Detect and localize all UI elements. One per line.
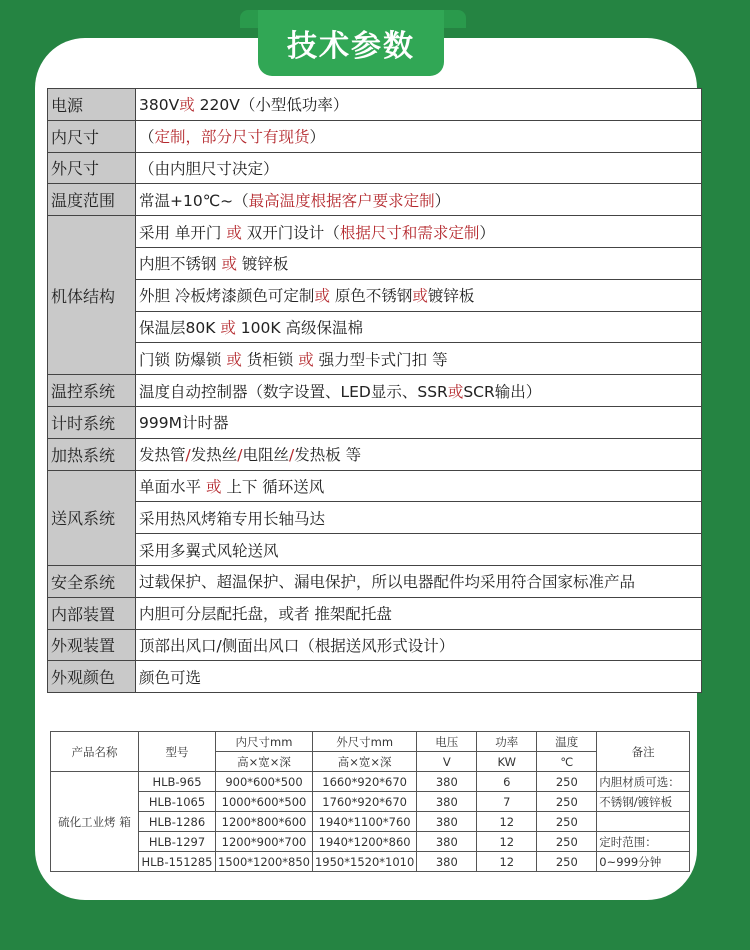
cell-outer: 1660*920*670 bbox=[312, 772, 416, 792]
spec-text: 内胆可分层配托盘，或者 推架配托盘 bbox=[139, 605, 392, 624]
spec-text: ） bbox=[479, 223, 495, 242]
spec-text: 原色不锈钢 bbox=[329, 287, 413, 306]
spec-text: 发热管 bbox=[139, 446, 186, 465]
cell-model: HLB-151285 bbox=[139, 852, 216, 872]
cell-temp: 250 bbox=[537, 852, 597, 872]
highlight-text: 或 bbox=[412, 287, 428, 306]
spec-text: 颜色可选 bbox=[139, 668, 202, 687]
cell-power: 12 bbox=[477, 852, 537, 872]
highlight-text: 或 bbox=[226, 350, 242, 369]
spec-label: 电源 bbox=[48, 89, 136, 121]
highlight-text: 或 bbox=[221, 255, 237, 274]
cell-voltage: 380 bbox=[417, 832, 477, 852]
cell-temp: 250 bbox=[537, 812, 597, 832]
cell-inner: 1500*1200*850 bbox=[216, 852, 313, 872]
cell-model: HLB-1286 bbox=[139, 812, 216, 832]
highlight-text: 或 bbox=[447, 382, 464, 401]
header-temp: 温度 bbox=[537, 732, 597, 752]
page-title: 技术参数 bbox=[287, 29, 415, 64]
spec-text: 单面水平 bbox=[139, 477, 206, 496]
header-power: 功率 bbox=[477, 732, 537, 752]
spec-value bbox=[136, 661, 702, 693]
cell-power: 7 bbox=[477, 792, 537, 812]
highlight-text: 或 bbox=[314, 287, 330, 306]
header-power-unit: KW bbox=[477, 752, 537, 772]
cell-model: HLB-1065 bbox=[139, 792, 216, 812]
spec-row bbox=[48, 216, 702, 248]
spec-value bbox=[136, 565, 702, 597]
spec-label: 外观颜色 bbox=[48, 661, 136, 693]
spec-value bbox=[136, 502, 702, 534]
spec-row bbox=[48, 502, 702, 534]
cell-note: 0~999分钟 bbox=[597, 852, 690, 872]
header-model: 型号 bbox=[139, 732, 216, 772]
spec-label: 计时系统 bbox=[48, 406, 136, 438]
cell-power: 6 bbox=[477, 772, 537, 792]
cell-note bbox=[597, 812, 690, 832]
spec-text: 100K 高级保温棉 bbox=[235, 318, 363, 337]
spec-row bbox=[48, 279, 702, 311]
spec-text: （由内胆尺寸决定） bbox=[139, 159, 279, 178]
spec-text: （ bbox=[139, 128, 155, 147]
cell-inner: 1200*900*700 bbox=[216, 832, 313, 852]
spec-row bbox=[48, 438, 702, 470]
header-inner-dims: 高×宽×深 bbox=[216, 752, 313, 772]
cell-outer: 1940*1100*760 bbox=[312, 812, 416, 832]
cell-voltage: 380 bbox=[417, 792, 477, 812]
cell-outer: 1940*1200*860 bbox=[312, 832, 416, 852]
table-row bbox=[51, 852, 690, 872]
highlight-text: 定制，部分尺寸有现货 bbox=[154, 128, 310, 147]
spec-label: 安全系统 bbox=[48, 565, 136, 597]
spec-text: 上下 循环送风 bbox=[221, 477, 325, 496]
spec-row bbox=[48, 375, 702, 407]
spec-row bbox=[48, 406, 702, 438]
cell-inner: 1200*800*600 bbox=[216, 812, 313, 832]
cell-note: 不锈钢/镀锌板 bbox=[597, 792, 690, 812]
spec-value bbox=[136, 406, 702, 438]
highlight-text: / bbox=[185, 446, 191, 465]
spec-label: 内尺寸 bbox=[48, 120, 136, 152]
spec-row bbox=[48, 184, 702, 216]
spec-row bbox=[48, 597, 702, 629]
spec-text: 镀锌板 bbox=[427, 287, 475, 306]
spec-row bbox=[48, 120, 702, 152]
spec-text: 常温+10℃~（ bbox=[139, 191, 249, 210]
spec-text: 380V bbox=[139, 96, 180, 115]
header-inner-size: 内尺寸mm bbox=[216, 732, 313, 752]
table-row bbox=[51, 832, 690, 852]
table-row bbox=[51, 812, 690, 832]
spec-table bbox=[47, 88, 702, 693]
cell-model: HLB-965 bbox=[139, 772, 216, 792]
spec-row bbox=[48, 565, 702, 597]
spec-value bbox=[136, 247, 702, 279]
spec-text: 内胆不锈钢 bbox=[139, 255, 222, 274]
highlight-text: 最高温度根据客户要求定制 bbox=[248, 191, 435, 210]
spec-text: 顶部出风口/侧面出风口（根据送风形式设计） bbox=[139, 636, 455, 655]
highlight-text: / bbox=[289, 446, 295, 465]
spec-value bbox=[136, 279, 702, 311]
spec-text: 门锁 防爆锁 bbox=[139, 350, 227, 369]
spec-text: 采用热风烤箱专用长轴马达 bbox=[139, 509, 326, 528]
highlight-text: 或 bbox=[298, 350, 314, 369]
spec-value bbox=[136, 534, 702, 566]
spec-label: 送风系统 bbox=[48, 470, 136, 565]
product-table-header-row bbox=[51, 732, 690, 752]
spec-value bbox=[136, 89, 702, 121]
table-row bbox=[51, 792, 690, 812]
highlight-text: 或 bbox=[179, 96, 195, 115]
cell-voltage: 380 bbox=[417, 852, 477, 872]
spec-value bbox=[136, 216, 702, 248]
spec-value bbox=[136, 597, 702, 629]
header-notes: 备注 bbox=[597, 732, 690, 772]
spec-text: ） bbox=[434, 191, 451, 210]
cell-model: HLB-1297 bbox=[139, 832, 216, 852]
spec-row bbox=[48, 311, 702, 343]
spec-label: 内部装置 bbox=[48, 597, 136, 629]
header-outer-dims: 高×宽×深 bbox=[312, 752, 416, 772]
cell-note: 内胆材质可选： bbox=[597, 772, 690, 792]
spec-text: 采用多翼式风轮送风 bbox=[139, 541, 279, 560]
spec-text: 货柜锁 bbox=[241, 350, 299, 369]
table-row bbox=[51, 772, 690, 792]
spec-value bbox=[136, 120, 702, 152]
highlight-text: 或 bbox=[220, 318, 236, 337]
spec-text: 220V（小型低功率） bbox=[194, 96, 349, 115]
cell-temp: 250 bbox=[537, 772, 597, 792]
spec-label: 外尺寸 bbox=[48, 152, 136, 184]
spec-label: 温度范围 bbox=[48, 184, 136, 216]
cell-inner: 900*600*500 bbox=[216, 772, 313, 792]
highlight-text: / bbox=[237, 446, 243, 465]
spec-label: 温控系统 bbox=[48, 375, 136, 407]
title-banner bbox=[258, 10, 444, 76]
highlight-text: 或 bbox=[226, 223, 242, 242]
spec-text: 过载保护、超温保护、漏电保护，所以电器配件均采用符合国家标准产品 bbox=[139, 573, 636, 592]
spec-value bbox=[136, 311, 702, 343]
product-table bbox=[50, 731, 690, 872]
spec-text: 镀锌板 bbox=[236, 255, 289, 274]
header-product-name: 产品名称 bbox=[51, 732, 139, 772]
spec-row bbox=[48, 629, 702, 661]
spec-value bbox=[136, 629, 702, 661]
spec-label: 机体结构 bbox=[48, 216, 136, 375]
spec-row bbox=[48, 343, 702, 375]
spec-text: ） bbox=[309, 128, 326, 147]
spec-row bbox=[48, 534, 702, 566]
cell-voltage: 380 bbox=[417, 812, 477, 832]
spec-row bbox=[48, 89, 702, 121]
spec-value bbox=[136, 184, 702, 216]
spec-text: 电阻丝 bbox=[242, 446, 290, 465]
highlight-text: 或 bbox=[205, 477, 222, 496]
spec-text: 保温层80K bbox=[139, 318, 221, 337]
spec-text: 双开门设计（ bbox=[241, 223, 340, 242]
spec-label: 加热系统 bbox=[48, 438, 136, 470]
spec-text: 发热丝 bbox=[190, 446, 238, 465]
spec-value bbox=[136, 152, 702, 184]
spec-row bbox=[48, 152, 702, 184]
spec-text: 采用 单开门 bbox=[139, 223, 227, 242]
cell-voltage: 380 bbox=[417, 772, 477, 792]
cell-note: 定时范围： bbox=[597, 832, 690, 852]
header-outer-size: 外尺寸mm bbox=[312, 732, 416, 752]
header-voltage-unit: V bbox=[417, 752, 477, 772]
spec-text: SCR输出） bbox=[463, 382, 542, 401]
header-temp-unit: ℃ bbox=[537, 752, 597, 772]
highlight-text: 根据尺寸和需求定制 bbox=[339, 223, 480, 242]
spec-row bbox=[48, 470, 702, 502]
header-voltage: 电压 bbox=[417, 732, 477, 752]
spec-value bbox=[136, 375, 702, 407]
cell-power: 12 bbox=[477, 812, 537, 832]
cell-outer: 1950*1520*1010 bbox=[312, 852, 416, 872]
spec-row bbox=[48, 247, 702, 279]
spec-text: 温度自动控制器（数字设置、LED显示、SSR bbox=[139, 382, 448, 401]
cell-inner: 1000*600*500 bbox=[216, 792, 313, 812]
spec-value bbox=[136, 470, 702, 502]
spec-value bbox=[136, 438, 702, 470]
spec-text: 发热板 等 bbox=[294, 446, 362, 465]
spec-text: 外胆 冷板烤漆颜色可定制 bbox=[139, 287, 315, 306]
cell-outer: 1760*920*670 bbox=[312, 792, 416, 812]
spec-label: 外观装置 bbox=[48, 629, 136, 661]
product-name-cell: 硫化工业烤 箱 bbox=[51, 772, 139, 872]
spec-text: 强力型卡式门扣 等 bbox=[313, 350, 448, 369]
cell-temp: 250 bbox=[537, 792, 597, 812]
spec-value bbox=[136, 343, 702, 375]
spec-row bbox=[48, 661, 702, 693]
cell-temp: 250 bbox=[537, 832, 597, 852]
cell-power: 12 bbox=[477, 832, 537, 852]
spec-text: 999M计时器 bbox=[139, 414, 229, 433]
